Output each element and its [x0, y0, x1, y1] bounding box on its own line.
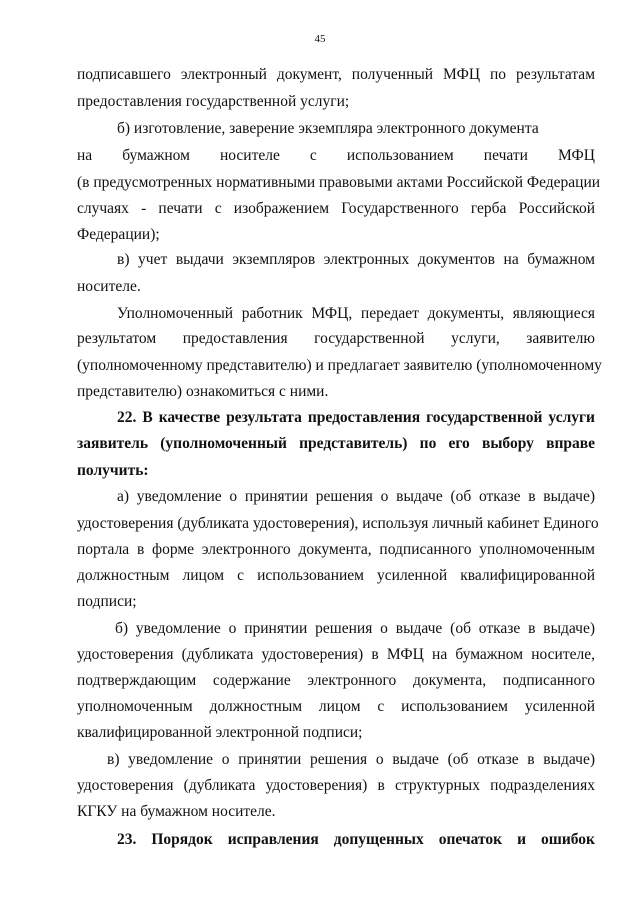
text-line: (в предусмотренных нормативными правовыми актами Российской Федерации	[77, 174, 601, 191]
text-line: в) учет выдачи экземпляров электронных документов на бумажном	[117, 251, 595, 268]
text-line: подписи;	[77, 593, 137, 610]
text-line: удостоверения (дубликата удостоверения) в МФЦ на бумажном носителе,	[77, 646, 595, 663]
section-heading: 23. Порядок исправления допущенных опечаток и ошибок	[117, 831, 595, 848]
text-line: б) уведомление о принятии решения о выдаче (об отказе в выдаче)	[115, 620, 595, 637]
text-line: уполномоченным должностным лицом с использованием усиленной	[77, 698, 595, 715]
text-line: Федерации);	[77, 226, 160, 243]
section-heading: получить:	[77, 462, 149, 479]
text-line: квалифицированной электронной подписи;	[77, 724, 363, 741]
text-line: (уполномоченному представителю) и предлагает заявителю (уполномоченному	[77, 357, 602, 374]
text-line: Уполномоченный работник МФЦ, передает документы, являющиеся	[117, 305, 595, 322]
text-line: на бумажном носителе с использованием печати МФЦ	[77, 147, 595, 164]
text-line: случаях - печати с изображением Государственного герба Российской	[77, 200, 595, 217]
text-line: в) уведомление о принятии решения о выдаче (об отказе в выдаче)	[107, 751, 595, 768]
text-line: удостоверения (дубликата удостоверения) в структурных подразделениях	[77, 777, 595, 794]
text-line: подписавшего электронный документ, полученный МФЦ по результатам	[77, 66, 595, 83]
text-line: носителе.	[77, 278, 141, 295]
text-line: удостоверения (дубликата удостоверения), используя личный кабинет Единого	[77, 515, 599, 532]
text-line: представителю) ознакомиться с ними.	[77, 383, 329, 400]
section-heading: заявитель (уполномоченный представитель) по его выбору вправе	[77, 435, 595, 452]
page-number: 45	[314, 33, 326, 45]
text-line: результатом предоставления государственной услуги, заявителю	[77, 330, 595, 347]
text-line: предоставления государственной услуги;	[77, 93, 350, 110]
text-line: должностным лицом с использованием усиленной квалифицированной	[77, 567, 595, 584]
text-line: б) изготовление, заверение экземпляра электронного документа	[117, 120, 539, 137]
text-line: подтверждающим содержание электронного документа, подписанного	[77, 672, 595, 689]
text-line: портала в форме электронного документа, подписанного уполномоченным	[77, 541, 595, 558]
text-line: а) уведомление о принятии решения о выдаче (об отказе в выдаче)	[117, 488, 595, 505]
section-heading: 22. В качестве результата предоставления государственной услуги	[117, 409, 595, 426]
text-line: КГКУ на бумажном носителе.	[77, 803, 276, 820]
